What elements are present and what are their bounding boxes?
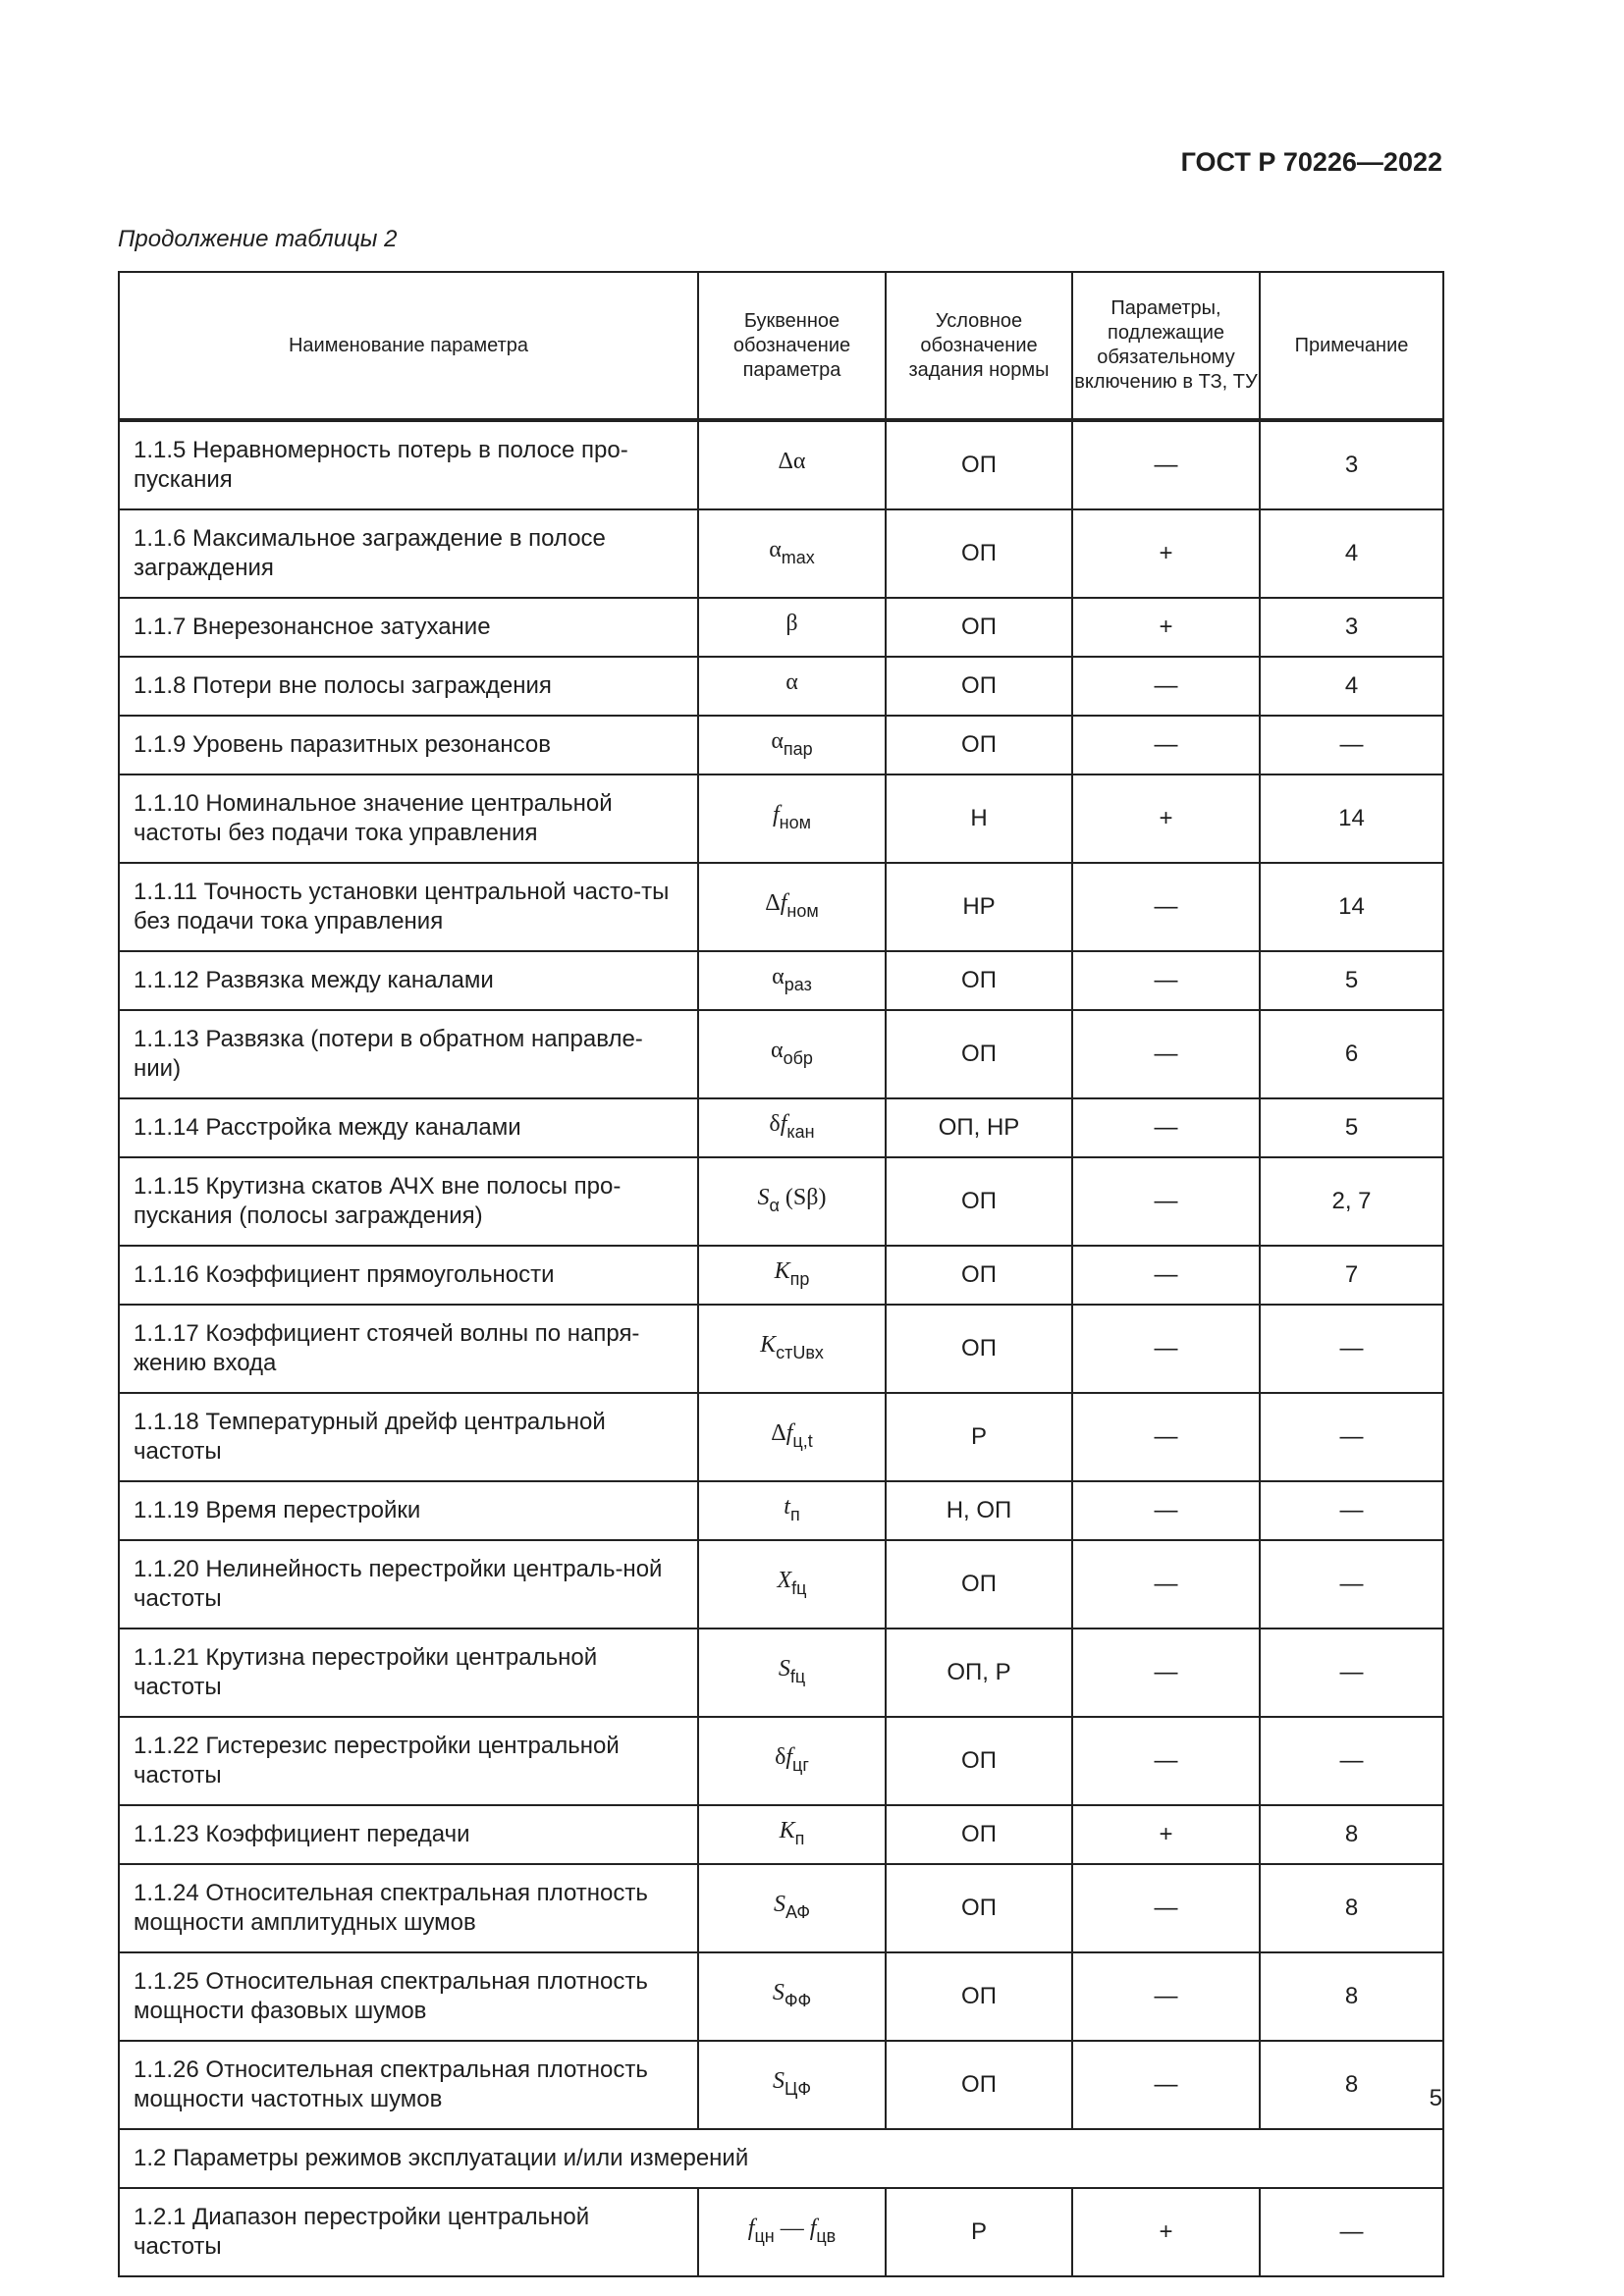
mandatory-flag: — (1072, 1717, 1260, 1805)
symbol-subscript: max (781, 548, 815, 567)
param-symbol (698, 2188, 886, 2276)
param-symbol (698, 1805, 886, 1864)
norm-designation: ОП (886, 1952, 1072, 2041)
mandatory-flag: — (1072, 1864, 1260, 1952)
symbol-prefix: α (772, 964, 785, 989)
note-ref: 8 (1260, 1952, 1443, 2041)
note-ref: — (1260, 1481, 1443, 1540)
norm-designation: ОП, НР (886, 1098, 1072, 1157)
norm-designation: ОП (886, 1540, 1072, 1629)
table-caption: Продолжение таблицы 2 (118, 226, 398, 252)
section-title: 1.2 Параметры режимов эксплуатации и/или измерений (119, 2129, 1443, 2188)
col-header-norm: Условное обозначение задания нормы (886, 272, 1072, 420)
parameters-table (118, 271, 1444, 2277)
mandatory-flag: — (1072, 1010, 1260, 1098)
col-header-letter: Буквенное обозначение параметра (698, 272, 886, 420)
param-symbol (698, 951, 886, 1010)
symbol-subscript: ном (786, 901, 819, 921)
symbol-prefix: α (769, 537, 782, 562)
symbol-variable: f (785, 1420, 793, 1446)
mandatory-flag: — (1072, 1629, 1260, 1717)
table-row (119, 1157, 1443, 1246)
param-symbol (698, 1246, 886, 1305)
table-row (119, 716, 1443, 774)
symbol-variable: f (747, 2216, 755, 2241)
param-symbol (698, 1864, 886, 1952)
param-name: 1.1.22 Гистерезис перестройки центральной частоты (119, 1717, 698, 1805)
param-symbol (698, 1157, 886, 1246)
param-symbol (698, 2041, 886, 2129)
symbol-variable: S (778, 1656, 790, 1682)
param-symbol (698, 509, 886, 598)
mandatory-flag: + (1072, 774, 1260, 863)
mandatory-flag: — (1072, 1157, 1260, 1246)
symbol-suffix: (Sβ) (779, 1185, 827, 1210)
note-ref: 8 (1260, 1805, 1443, 1864)
norm-designation: ОП (886, 598, 1072, 657)
mandatory-flag: — (1072, 1305, 1260, 1393)
param-symbol (698, 1393, 886, 1481)
mandatory-flag: — (1072, 420, 1260, 509)
note-ref: — (1260, 1540, 1443, 1629)
symbol-subscript: п (789, 1505, 800, 1524)
note-ref: 4 (1260, 509, 1443, 598)
norm-designation: ОП (886, 1717, 1072, 1805)
param-symbol (698, 1717, 886, 1805)
param-name: 1.1.13 Развязка (потери в обратном направле-нии) (119, 1010, 698, 1098)
norm-designation: НР (886, 863, 1072, 951)
norm-designation: ОП (886, 2041, 1072, 2129)
table-row (119, 774, 1443, 863)
table-row (119, 2041, 1443, 2129)
symbol-prefix: β (785, 611, 798, 636)
symbol-variable: S (757, 1185, 770, 1210)
norm-designation: Н (886, 774, 1072, 863)
mandatory-flag: — (1072, 1098, 1260, 1157)
norm-designation: Р (886, 2188, 1072, 2276)
symbol-subscript: ном (779, 813, 811, 832)
norm-designation: ОП (886, 951, 1072, 1010)
symbol-subscript: ц,t (792, 1431, 813, 1451)
table-body (119, 420, 1443, 2276)
norm-designation: ОП (886, 1246, 1072, 1305)
note-ref: 8 (1260, 1864, 1443, 1952)
mandatory-flag: — (1072, 1246, 1260, 1305)
symbol-subscript: раз (784, 975, 812, 994)
symbol-variable: f (773, 802, 780, 828)
param-symbol (698, 1305, 886, 1393)
param-name: 1.1.25 Относительная спектральная плотность мощности фазовых шумов (119, 1952, 698, 2041)
mandatory-flag: — (1072, 1393, 1260, 1481)
table-row (119, 598, 1443, 657)
param-symbol (698, 657, 886, 716)
norm-designation: ОП (886, 509, 1072, 598)
symbol-subscript: кан (786, 1122, 815, 1142)
symbol-subscript: АФ (785, 1902, 811, 1922)
note-ref: 5 (1260, 951, 1443, 1010)
note-ref: — (1260, 716, 1443, 774)
note-ref: 6 (1260, 1010, 1443, 1098)
symbol-dash: — (774, 2216, 810, 2241)
norm-designation: ОП (886, 420, 1072, 509)
param-name: 1.1.19 Время перестройки (119, 1481, 698, 1540)
symbol-subscript: ФФ (784, 1991, 812, 2010)
note-ref: 2, 7 (1260, 1157, 1443, 1246)
symbol-subscript: п (794, 1829, 805, 1848)
param-name: 1.1.5 Неравномерность потерь в полосе про-пускания (119, 420, 698, 509)
param-name: 1.1.18 Температурный дрейф центральной частоты (119, 1393, 698, 1481)
symbol-subscript: пар (783, 739, 813, 759)
norm-designation: ОП (886, 657, 1072, 716)
document-code: ГОСТ Р 70226—2022 (1180, 147, 1442, 177)
norm-designation: ОП (886, 1305, 1072, 1393)
symbol-variable: S (773, 1892, 785, 1917)
norm-designation: ОП (886, 1864, 1072, 1952)
note-ref: 14 (1260, 774, 1443, 863)
note-ref: 3 (1260, 598, 1443, 657)
symbol-variable: f (809, 2216, 817, 2241)
table-row (119, 420, 1443, 509)
table-row (119, 1629, 1443, 1717)
symbol-variable: K (774, 1258, 790, 1284)
param-name: 1.1.14 Расстройка между каналами (119, 1098, 698, 1157)
symbol-subscript: fц (789, 1667, 806, 1686)
norm-designation: ОП, Р (886, 1629, 1072, 1717)
param-name: 1.1.7 Внерезонансное затухание (119, 598, 698, 657)
param-name: 1.1.24 Относительная спектральная плотность мощности амплитудных шумов (119, 1864, 698, 1952)
table-row (119, 509, 1443, 598)
param-name: 1.1.9 Уровень паразитных резонансов (119, 716, 698, 774)
symbol-subscript: ЦФ (785, 2079, 811, 2099)
table-row (119, 2188, 1443, 2276)
symbol-prefix: Δ (771, 1420, 786, 1446)
mandatory-flag: — (1072, 1540, 1260, 1629)
symbol-subscript: стUвх (776, 1343, 824, 1362)
mandatory-flag: — (1072, 1952, 1260, 2041)
symbol-prefix: Δα (778, 449, 806, 474)
section-row (119, 2129, 1443, 2188)
table-row (119, 1481, 1443, 1540)
mandatory-flag: — (1072, 2041, 1260, 2129)
mandatory-flag: — (1072, 951, 1260, 1010)
table-row (119, 657, 1443, 716)
note-ref: — (1260, 1393, 1443, 1481)
param-symbol (698, 598, 886, 657)
param-name: 1.1.23 Коэффициент передачи (119, 1805, 698, 1864)
note-ref: — (1260, 1717, 1443, 1805)
mandatory-flag: — (1072, 716, 1260, 774)
symbol-subscript: обр (783, 1048, 813, 1068)
col-header-note: Примечание (1260, 272, 1443, 420)
table-row (119, 1540, 1443, 1629)
note-ref: — (1260, 1305, 1443, 1393)
col-header-mandatory: Параметры, подлежащие обязательному включению в ТЗ, ТУ (1072, 272, 1260, 420)
note-ref: — (1260, 2188, 1443, 2276)
table-row (119, 1393, 1443, 1481)
param-name: 1.1.11 Точность установки центральной часто-ты без подачи тока управления (119, 863, 698, 951)
symbol-prefix: α (771, 1038, 784, 1063)
param-symbol (698, 1481, 886, 1540)
param-symbol (698, 1629, 886, 1717)
note-ref: 7 (1260, 1246, 1443, 1305)
table-row (119, 1717, 1443, 1805)
mandatory-flag: — (1072, 657, 1260, 716)
table-row (119, 951, 1443, 1010)
table-row (119, 1246, 1443, 1305)
col-header-name: Наименование параметра (119, 272, 698, 420)
symbol-variable: S (773, 2068, 785, 2094)
note-ref: 14 (1260, 863, 1443, 951)
mandatory-flag: — (1072, 1481, 1260, 1540)
table-row (119, 1098, 1443, 1157)
param-symbol (698, 716, 886, 774)
table-row (119, 1805, 1443, 1864)
note-ref: 3 (1260, 420, 1443, 509)
symbol-prefix: α (785, 669, 798, 695)
norm-designation: ОП (886, 716, 1072, 774)
param-name: 1.1.21 Крутизна перестройки центральной частоты (119, 1629, 698, 1717)
mandatory-flag: + (1072, 1805, 1260, 1864)
table-row (119, 1952, 1443, 2041)
symbol-subscript: цв (816, 2226, 837, 2246)
page-number: 5 (1429, 2085, 1442, 2111)
symbol-subscript: пр (789, 1269, 810, 1289)
table-header-row (119, 272, 1443, 420)
mandatory-flag: + (1072, 2188, 1260, 2276)
symbol-variable: S (772, 1980, 785, 2005)
param-name: 1.1.10 Номинальное значение центральной частоты без подачи тока управления (119, 774, 698, 863)
symbol-prefix: δ (775, 1744, 786, 1770)
table-row (119, 1010, 1443, 1098)
symbol-subscript: цг (792, 1755, 809, 1775)
param-name: 1.1.16 Коэффициент прямоугольности (119, 1246, 698, 1305)
param-symbol (698, 1540, 886, 1629)
param-name: 1.1.12 Развязка между каналами (119, 951, 698, 1010)
param-name: 1.1.15 Крутизна скатов АЧХ вне полосы про-пускания (полосы заграждения) (119, 1157, 698, 1246)
param-symbol (698, 774, 886, 863)
symbol-variable: K (779, 1818, 795, 1843)
note-ref: 8 (1260, 2041, 1443, 2129)
param-name: 1.1.20 Нелинейность перестройки централь-ной частоты (119, 1540, 698, 1629)
param-symbol (698, 1952, 886, 2041)
table-row (119, 1305, 1443, 1393)
symbol-variable: K (760, 1332, 777, 1358)
symbol-subscript: цн (754, 2226, 775, 2246)
param-name: 1.2.1 Диапазон перестройки центральной частоты (119, 2188, 698, 2276)
mandatory-flag: + (1072, 509, 1260, 598)
param-symbol (698, 1010, 886, 1098)
norm-designation: Н, ОП (886, 1481, 1072, 1540)
note-ref: 4 (1260, 657, 1443, 716)
symbol-prefix: α (771, 728, 784, 754)
symbol-variable: f (785, 1744, 793, 1770)
param-symbol (698, 863, 886, 951)
symbol-subscript: α (769, 1196, 780, 1215)
symbol-prefix: Δ (765, 890, 781, 916)
note-ref: 5 (1260, 1098, 1443, 1157)
mandatory-flag: — (1072, 863, 1260, 951)
symbol-variable: f (780, 1111, 787, 1137)
symbol-subscript: fц (791, 1578, 807, 1598)
param-name: 1.1.17 Коэффициент стоячей волны по напря-жению входа (119, 1305, 698, 1393)
symbol-variable: X (777, 1568, 792, 1593)
symbol-variable: f (780, 890, 787, 916)
symbol-prefix: δ (769, 1111, 781, 1137)
symbol-variable: t (784, 1494, 790, 1520)
param-symbol (698, 420, 886, 509)
table-row (119, 1864, 1443, 1952)
table-row (119, 863, 1443, 951)
param-name: 1.1.26 Относительная спектральная плотность мощности частотных шумов (119, 2041, 698, 2129)
norm-designation: ОП (886, 1805, 1072, 1864)
param-name: 1.1.8 Потери вне полосы заграждения (119, 657, 698, 716)
norm-designation: ОП (886, 1010, 1072, 1098)
note-ref: — (1260, 1629, 1443, 1717)
norm-designation: Р (886, 1393, 1072, 1481)
param-name: 1.1.6 Максимальное заграждение в полосе заграждения (119, 509, 698, 598)
param-symbol (698, 1098, 886, 1157)
norm-designation: ОП (886, 1157, 1072, 1246)
mandatory-flag: + (1072, 598, 1260, 657)
